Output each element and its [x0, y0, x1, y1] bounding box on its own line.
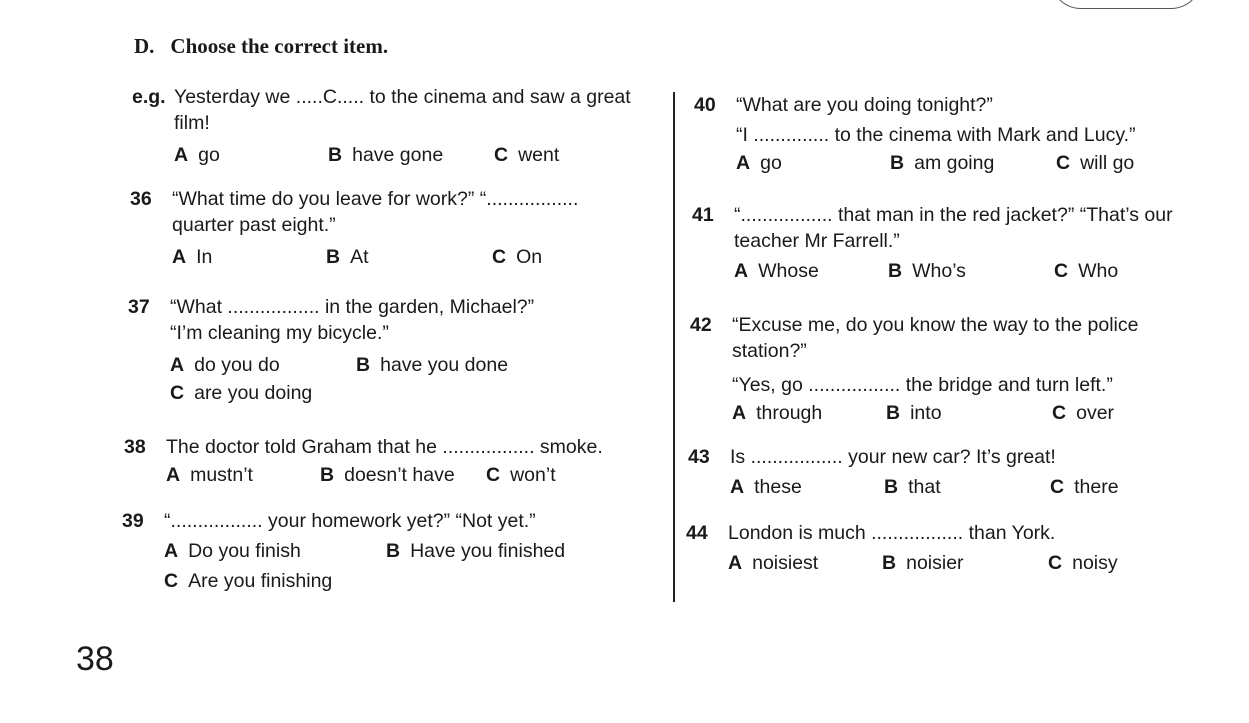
- item-stem: “................. that man in the red jacket?” “That’s our: [734, 204, 1173, 226]
- item-stem: The doctor told Graham that he ................. smoke.: [166, 436, 603, 458]
- option-a: A Do you finish: [164, 540, 301, 562]
- option-c: C over: [1052, 402, 1115, 424]
- option-a: A through: [732, 402, 823, 424]
- options-row: [728, 550, 1228, 580]
- item-number: 39: [122, 510, 144, 532]
- item-stem: “Excuse me, do you know the way to the police: [732, 314, 1139, 336]
- option-b: B have you done: [356, 354, 509, 376]
- option-b: B have gone: [328, 144, 444, 166]
- option-a: A noisiest: [728, 552, 819, 574]
- option-b: B noisier: [882, 552, 964, 574]
- option-c: C will go: [1056, 152, 1135, 174]
- options-row: [732, 400, 1232, 430]
- item-number: 40: [694, 94, 716, 116]
- item-number: 37: [128, 296, 150, 318]
- item-stem-line2: film!: [174, 112, 210, 134]
- item-number: e.g.: [132, 86, 166, 108]
- options-row: [166, 462, 666, 492]
- item-stem: Yesterday we .....C..... to the cinema and saw a great: [174, 86, 631, 108]
- item-stem: “What time do you leave for work?” “.................: [172, 188, 579, 210]
- item-number: 42: [690, 314, 712, 336]
- item-number: 38: [124, 436, 146, 458]
- option-b: B that: [884, 476, 941, 498]
- section-instruction: Choose the correct item.: [170, 34, 389, 58]
- option-a: A Whose: [734, 260, 819, 282]
- options-row: [174, 142, 674, 172]
- item-number: 41: [692, 204, 714, 226]
- item-stem: Is ................. your new car? It’s great!: [730, 446, 1056, 468]
- options-row: [730, 474, 1230, 504]
- item-stem-line2: “I .............. to the cinema with Mark and Lucy.”: [736, 124, 1136, 146]
- option-b: B doesn’t have: [320, 464, 455, 486]
- item-stem-line2: teacher Mr Farrell.”: [734, 230, 900, 252]
- option-a: A do you do: [170, 354, 280, 376]
- option-a: A go: [174, 144, 220, 166]
- option-c: C there: [1050, 476, 1119, 498]
- option-c: C won’t: [486, 464, 556, 486]
- item-stem: “................. your homework yet?” “Not yet.”: [164, 510, 536, 532]
- option-c: C Are you finishing: [164, 570, 333, 592]
- section-letter: D.: [134, 34, 155, 58]
- option-c: C noisy: [1048, 552, 1118, 574]
- options-row: [170, 352, 670, 378]
- option-c: C are you doing: [170, 382, 313, 404]
- option-b: B into: [886, 402, 942, 424]
- item-stem: “What are you doing tonight?”: [736, 94, 993, 116]
- item-number: 44: [686, 522, 708, 544]
- option-a: A In: [172, 246, 213, 268]
- option-a: A mustn’t: [166, 464, 253, 486]
- options-row: [736, 150, 1236, 180]
- item-number: 36: [130, 188, 152, 210]
- page-number: 38: [76, 640, 114, 678]
- options-row-2: [164, 568, 664, 598]
- item-stem-line2: station?”: [732, 340, 807, 362]
- item-stem-line2: quarter past eight.”: [172, 214, 336, 236]
- option-b: B At: [326, 246, 369, 268]
- corner-bracket-decoration: [1050, 0, 1202, 9]
- section-title: [134, 34, 388, 59]
- option-b: B am going: [890, 152, 995, 174]
- option-a: A go: [736, 152, 782, 174]
- item-stem: “What ................. in the garden, Michael?”: [170, 296, 535, 318]
- options-row: [734, 258, 1234, 288]
- options-row: [164, 538, 664, 564]
- item-number: 43: [688, 446, 710, 468]
- item-stem: London is much ................. than York.: [728, 522, 1056, 544]
- option-c: C Who: [1054, 260, 1119, 282]
- option-c: C On: [492, 246, 543, 268]
- item-stem-line2: “I’m cleaning my bicycle.”: [170, 322, 389, 344]
- options-row-2: [170, 380, 670, 410]
- option-b: B Have you finished: [386, 540, 566, 562]
- option-a: A these: [730, 476, 802, 498]
- item-stem-line3: “Yes, go ................. the bridge and turn left.”: [732, 374, 1113, 396]
- option-b: B Who’s: [888, 260, 966, 282]
- options-row: [172, 244, 672, 274]
- option-c: C went: [494, 144, 560, 166]
